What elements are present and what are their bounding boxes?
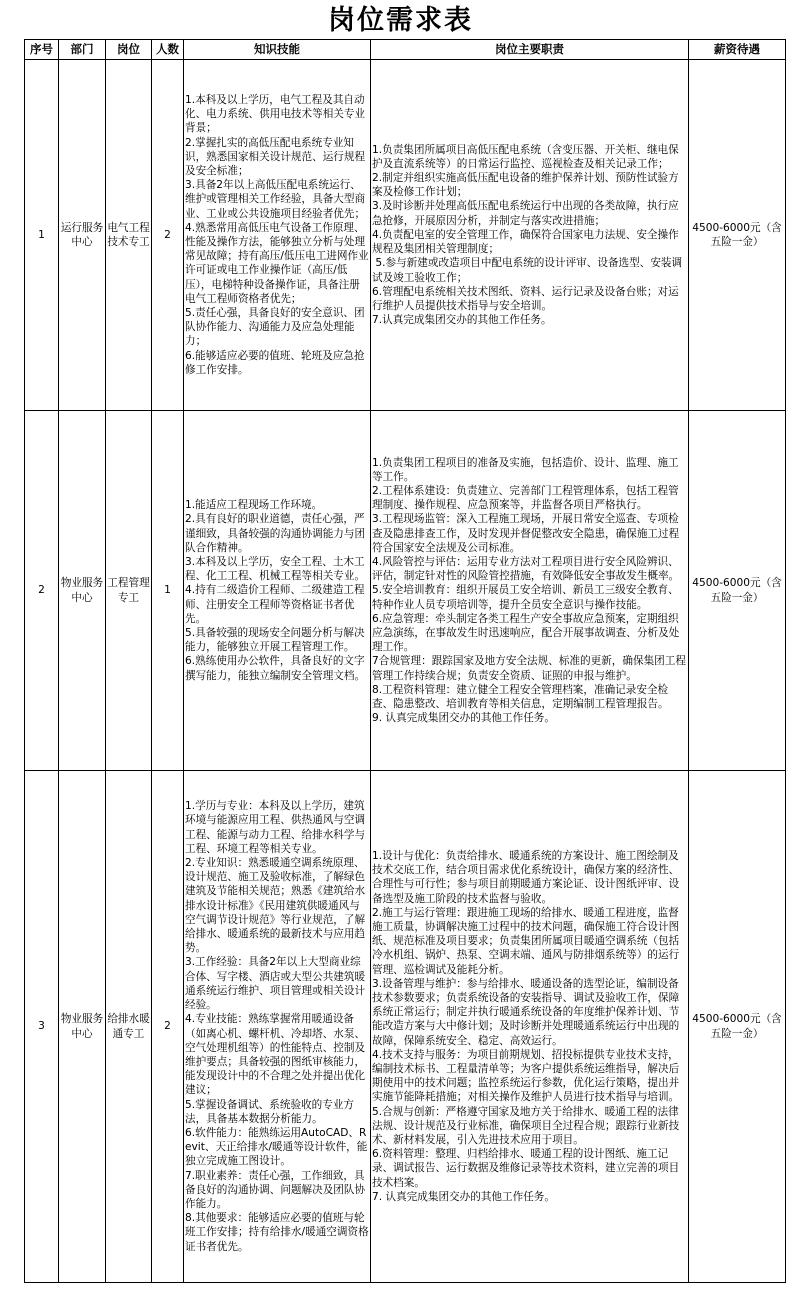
row-count: 2 [152,771,184,1283]
header-seq: 序号 [25,40,59,60]
duty-item: 1.负责集团工程项目的准备及实施，包括造价、设计、监理、施工等工作。 [372,456,679,483]
header-row [25,40,786,60]
skill-item: 5.掌握设备调试、系统验收的专业方法，具备基本数据分析能力。 [185,1098,355,1125]
row-skills [184,771,371,1283]
skill-item: 6.软件能力：能熟练运用AutoCAD、Revit、天正给排水/暖通等设计软件，能独立完成施工图设计。 [185,1126,368,1168]
row-dept: 物业服务中心 [59,411,106,771]
table-row [25,771,786,1283]
skill-item: 4.熟悉常用高低压电气设备工作原理、性能及操作方法，能够独立分析与处理常见故障；持有高压/低压电工进网作业许可证或电工作业操作证（高压/低压），电梯特种设备操作证，具备注册电气工程师资格者优先； [185,221,369,305]
skill-item: 2.掌握扎实的高低压配电系统专业知识，熟悉国家相关设计规范、运行规程及安全标准； [185,136,366,177]
skill-item: 1.本科及以上学历，电气工程及其自动化、电力系统、供用电技术等相关专业背景； [185,93,366,135]
duty-item: 5.参与新建或改造项目中配电系统的设计评审、设备选型、安装调试及竣工验收工作； [372,257,683,284]
page-title: 岗位需求表 [328,5,473,36]
header-skills: 知识技能 [184,40,371,60]
duty-item: 5.安全培训教育：组织开展员工安全培训、新员工三级安全教育、特种作业人员专项培训等，提升全员安全意识与操作技能。 [372,584,679,611]
skill-item: 2.具有良好的职业道德，责任心强，严谨细致，具备较强的沟通协调能力与团队合作精神。 [185,513,366,554]
row-position: 电气工程技术专工 [106,60,152,411]
duty-item: 1.设计与优化：负责给排水、暖通系统的方案设计、施工图绘制及技术交底工作，结合项目需求优化系统设计，确保方案的经济性、合理性与可行性；参与项目前期暖通方案论证、设计图纸评审、设备选型及施工阶段的技术监督与验收。 [372,849,680,905]
row-salary: 4500-6000元（含五险一金） [689,60,786,411]
skill-item: 1.能适应工程现场工作环境。 [185,499,323,512]
header-position: 岗位 [106,40,152,60]
duty-item: 6.应急管理：牵头制定各类工程生产安全事故应急预案，定期组织应急演练，在事故发生时迅速响应，配合开展事故调查、分析及处理工作。 [372,612,680,654]
header-count: 人数 [152,40,184,60]
skill-item: 6.熟练使用办公软件，具备良好的文字撰写能力，能独立编制安全管理文档。 [185,655,366,682]
duty-item: 1.负责集团所属项目高低压配电系统（含变压器、开关柜、继电保护及直流系统等）的日常运行监控、巡视检查及相关记录工作； [372,143,679,170]
row-seq: 3 [25,771,59,1283]
row-salary: 4500-6000元（含五险一金） [689,771,786,1283]
row-dept: 物业服务中心 [59,771,106,1283]
duty-item: 9. 认真完成集团交办的其他工作任务。 [372,712,555,725]
header-salary: 薪资待遇 [689,40,786,60]
header-duties: 岗位主要职责 [371,40,689,60]
skill-item: 5.责任心强，具备良好的安全意识、团队协作能力、沟通能力及应急处理能力； [185,307,365,348]
duty-item: 8.工程资料管理：建立健全工程安全管理档案，准确记录安全检查、隐患整改、培训教育等相关信息，定期编制工程管理报告。 [372,683,669,711]
duty-item: 7. 认真完成集团交办的其他工作任务。 [372,1190,555,1203]
duty-item: 2.制定并组织实施高低压配电设备的维护保养计划、预防性试验方案及检修工作计划； [372,172,679,199]
row-duties [371,771,689,1283]
row-duties [371,411,689,771]
duty-item: 3.及时诊断并处理高低压配电系统运行中出现的各类故障，执行应急抢修，开展原因分析，并制定与落实改进措施； [372,200,679,227]
skill-item: 4.专业技能：熟练掌握常用暖通设备（如离心机、螺杆机、冷却塔、水泵、空气处理机组等）的性能特点、控制及维护要点；具备较强的图纸审核能力，能发现设计中的不合理之处并提出优化建议； [185,1013,366,1097]
row-count: 1 [152,411,184,771]
skill-item: 3.本科及以上学历，安全工程、土木工程、化工工程、机械工程等相关专业。 [185,555,366,583]
row-position: 工程管理专工 [106,411,152,771]
row-salary: 4500-6000元（含五险一金） [689,411,786,771]
job-requirements-table [24,39,786,1283]
table-row [25,60,786,411]
duty-item: 6.管理配电系统相关技术图纸、资料、运行记录及设备台账；对运行维护人员提供技术指导与安全培训。 [372,285,679,312]
duty-item: 4.风险管控与评估：运用专业方法对工程项目进行安全风险辨识、评估，制定针对性的风险管控措施，有效降低安全事故发生概率。 [372,555,680,583]
duty-item: 2.工程体系建设：负责建立、完善部门工程管理体系，包括工程管理制度、操作规程、应急预案等，并监督各项目严格执行。 [372,484,679,512]
skill-item: 7.职业素养：责任心强，工作细致，具备良好的沟通协调、问题解决及团队协作能力。 [185,1169,366,1210]
duty-item: 4.负责配电室的安全管理工作，确保符合国家电力法规、安全操作规程及集团相关管理制度； [372,228,679,256]
skill-item: 1.学历与专业：本科及以上学历，建筑环境与能源应用工程、供热通风与空调工程、能源与动力工程、给排水科学与工程、环境工程等相关专业。 [185,800,366,855]
row-seq: 2 [25,411,59,771]
header-dept: 部门 [59,40,106,60]
skill-item: 3.具备2年以上高低压配电系统运行、维护或管理相关工作经验，具备大型商业、工业或公共设施项目经验者优先； [185,179,366,220]
skill-item: 8.其他要求：能够适应必要的值班与轮班工作安排；持有给排水/暖通空调资格证书者优先。 [185,1212,369,1253]
row-duties [371,60,689,411]
duty-item: 3.工程现场监管：深入工程施工现场，开展日常安全巡查、专项检查及隐患排查工作，及时发现并督促整改安全隐患，确保施工过程符合国家安全法规及公司标准。 [372,513,680,554]
duty-item: 5.合规与创新：严格遵守国家及地方关于给排水、暖通工程的法律法规、设计规范及行业标准，确保项目全过程合规；跟踪行业新技术、新材料发展，引入先进技术应用于项目。 [372,1105,680,1147]
duty-item: 7合规管理：跟踪国家及地方安全法规、标准的更新，确保集团工程管理工作持续合规；负责安全资质、证照的申报与维护。 [372,655,686,682]
duty-item: 4.技术支持与服务：为项目前期规划、招投标提供专业技术支持，编制技术标书、工程量清单等；为客户提供系统运维指导，解决后期使用中的技术问题；监控系统运行参数，优化运行策略，提出并实施节能降耗措施；对相关操作及维护人员进行技术指导与培训。 [372,1048,680,1104]
skill-item: 6.能够适应必要的值班、轮班及应急抢修工作安排。 [185,349,365,376]
row-skills [184,60,371,411]
row-skills [184,411,371,771]
row-position: 给排水暖通专工 [106,771,152,1283]
duty-item: 3.设备管理与维护：参与给排水、暖通设备的选型论证，编制设备技术参数要求；负责系统设备的安装指导、调试及验收工作，保障系统正常运行；制定并执行暖通系统设备的年度维护保养计划、节能改造方案与大中修计划；及时诊断并处理暖通系统运行中出现的故障，保障系统安全、稳定、高效运行。 [372,977,680,1047]
duty-item: 7.认真完成集团交办的其他工作任务。 [372,314,552,327]
skill-item: 5.具备较强的现场安全问题分析与解决能力，能够独立开展工程管理工作。 [185,627,365,654]
skill-item: 2.专业知识：熟悉暖通空调系统原理、设计规范、施工及验收标准，了解绿色建筑及节能相关规范；熟悉《建筑给水排水设计标准》《民用建筑供暖通风与空气调节设计规范》等行业规范，了解给排水、暖通系统的最新技术与应用趋势。 [185,857,366,955]
row-seq: 1 [25,60,59,411]
row-dept: 运行服务中心 [59,60,106,411]
table-row [25,411,786,771]
row-count: 2 [152,60,184,411]
duty-item: 6.资料管理：整理、归档给排水、暖通工程的设计图纸、施工记录、调试报告、运行数据及维修记录等技术资料，建立完善的项目技术档案。 [372,1148,680,1189]
skill-item: 4.持有二级造价工程师、二级建造工程师、注册安全工程师等资格证书者优先。 [185,584,365,625]
skill-item: 3.工作经验：具备2年以上大型商业综合体、写字楼、酒店或大型公共建筑暖通系统运行维护、项目管理或相关设计经验。 [185,956,366,1012]
duty-item: 2.施工与运行管理：跟进施工现场的给排水、暖通工程进度，监督施工质量，协调解决施工过程中的技术问题，确保施工符合设计图纸、规范标准及项目要求；负责集团所属项目暖通空调系统（包括冷水机组、锅炉、热泵、空调末端、通风与防排烟系统等）的运行管理、巡检调试及能耗分析。 [372,906,680,976]
